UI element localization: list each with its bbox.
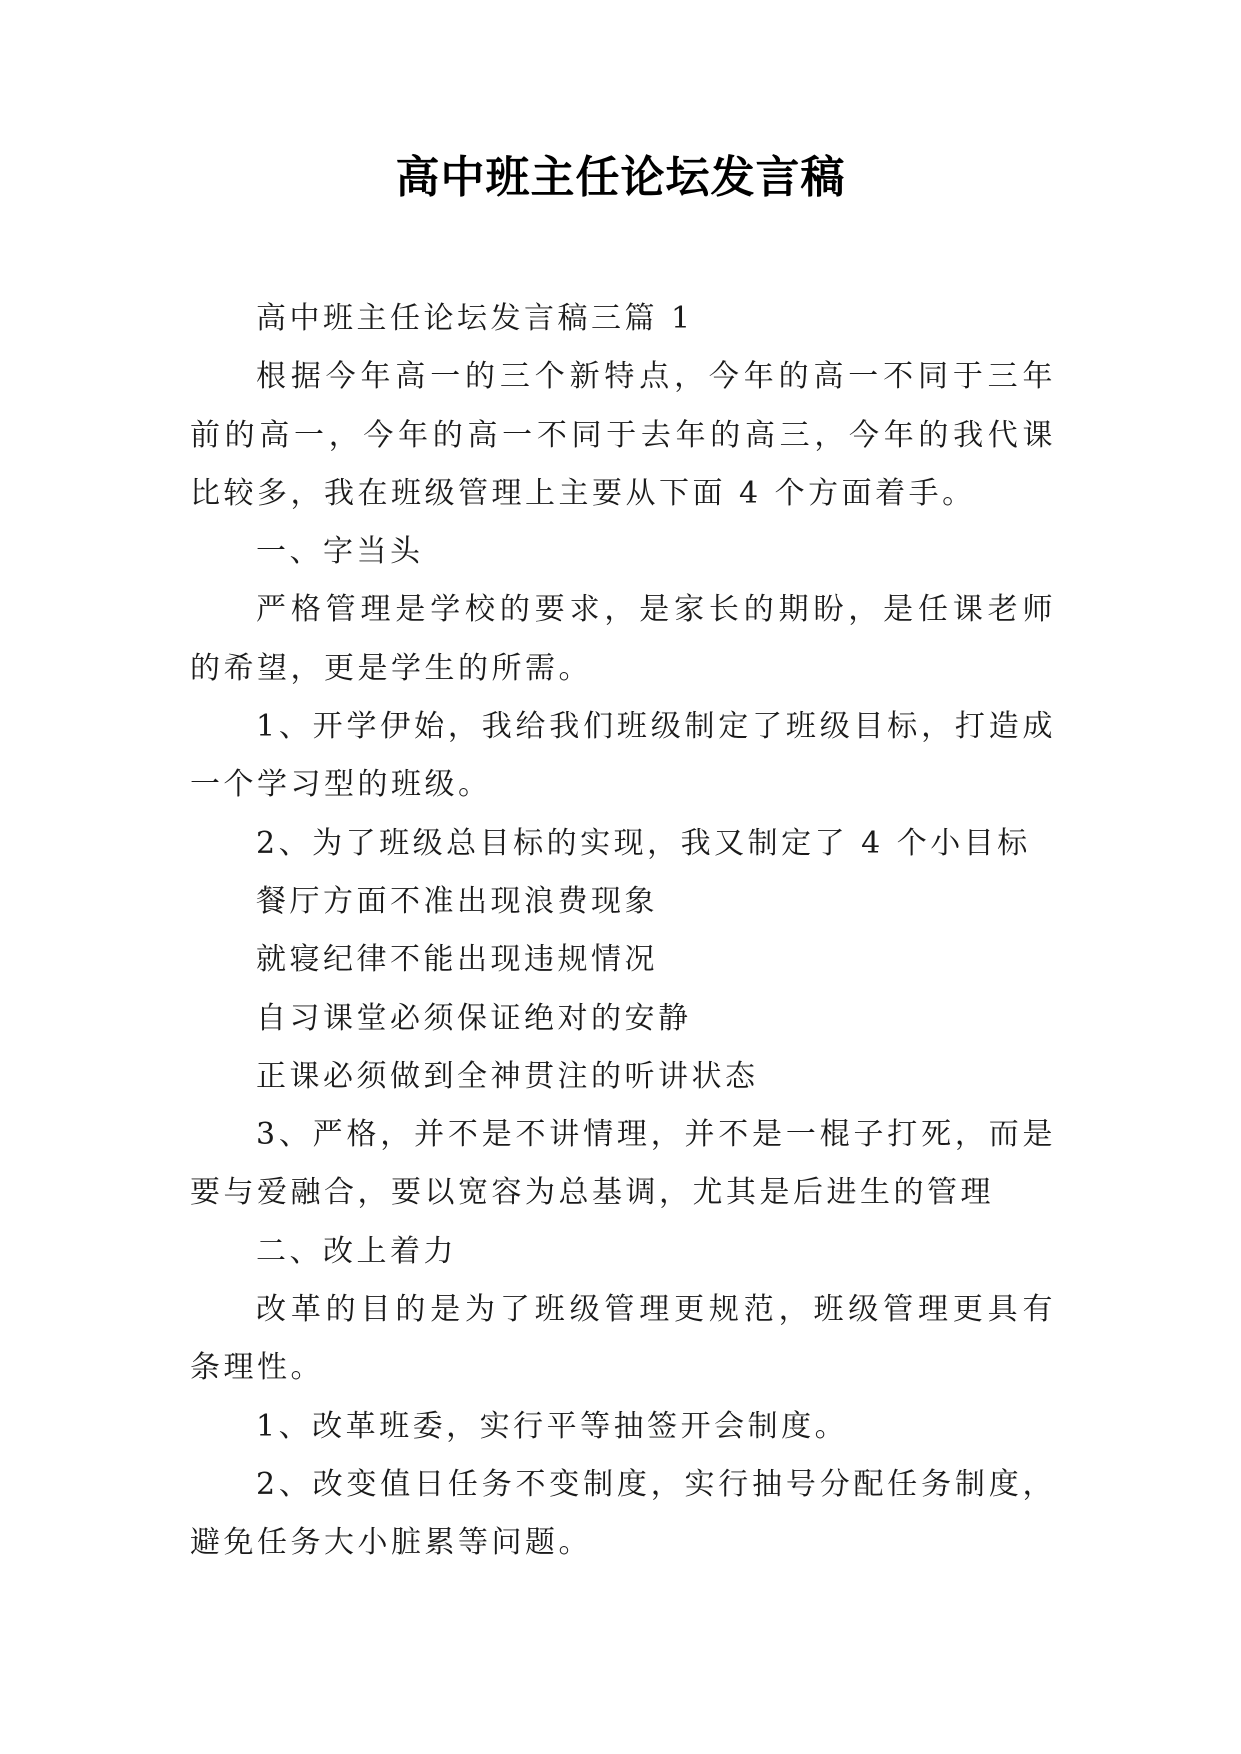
paragraph: 1、改革班委，实行平等抽签开会制度。 [256, 1408, 849, 1444]
list-item: 餐厅方面不准出现浪费现象 [256, 883, 658, 919]
paragraph: 严格管理是学校的要求，是家长的期盼，是任课老师的希望，更是学生的所需。 [190, 592, 1056, 686]
paragraph: 3、严格，并不是不讲情理，并不是一棍子打死，而是要与爱融合，要以宽容为总基调，尤其是后进生的管理 [190, 1117, 1056, 1211]
paragraph: 改革的目的是为了班级管理更规范，班级管理更具有条理性。 [190, 1292, 1056, 1386]
document-body [190, 290, 1056, 1573]
document-title: 高中班主任论坛发言稿 [395, 152, 846, 203]
paragraph: 2、改变值日任务不变制度，实行抽号分配任务制度，避免任务大小脏累等问题。 [190, 1466, 1056, 1561]
paragraph: 高中班主任论坛发言稿三篇 1 [256, 301, 694, 336]
list-item: 就寝纪律不能出现违规情况 [256, 942, 658, 978]
list-item: 正课必须做到全神贯注的听讲状态 [256, 1058, 759, 1094]
list-item: 自习课堂必须保证绝对的安静 [256, 1000, 692, 1036]
paragraph: 1、开学伊始，我给我们班级制定了班级目标，打造成一个学习型的班级。 [190, 709, 1056, 803]
section-heading: 二、改上着力 [256, 1233, 457, 1269]
section-heading: 一、字当头 [256, 534, 424, 570]
paragraph: 2、为了班级总目标的实现，我又制定了 4 个小目标 [256, 825, 1031, 861]
paragraph: 根据今年高一的三个新特点，今年的高一不同于三年前的高一，今年的高一不同于去年的高三，今年的我代课比较多，我在班级管理上主要从下面 4 个方面着手。 [190, 359, 1056, 511]
